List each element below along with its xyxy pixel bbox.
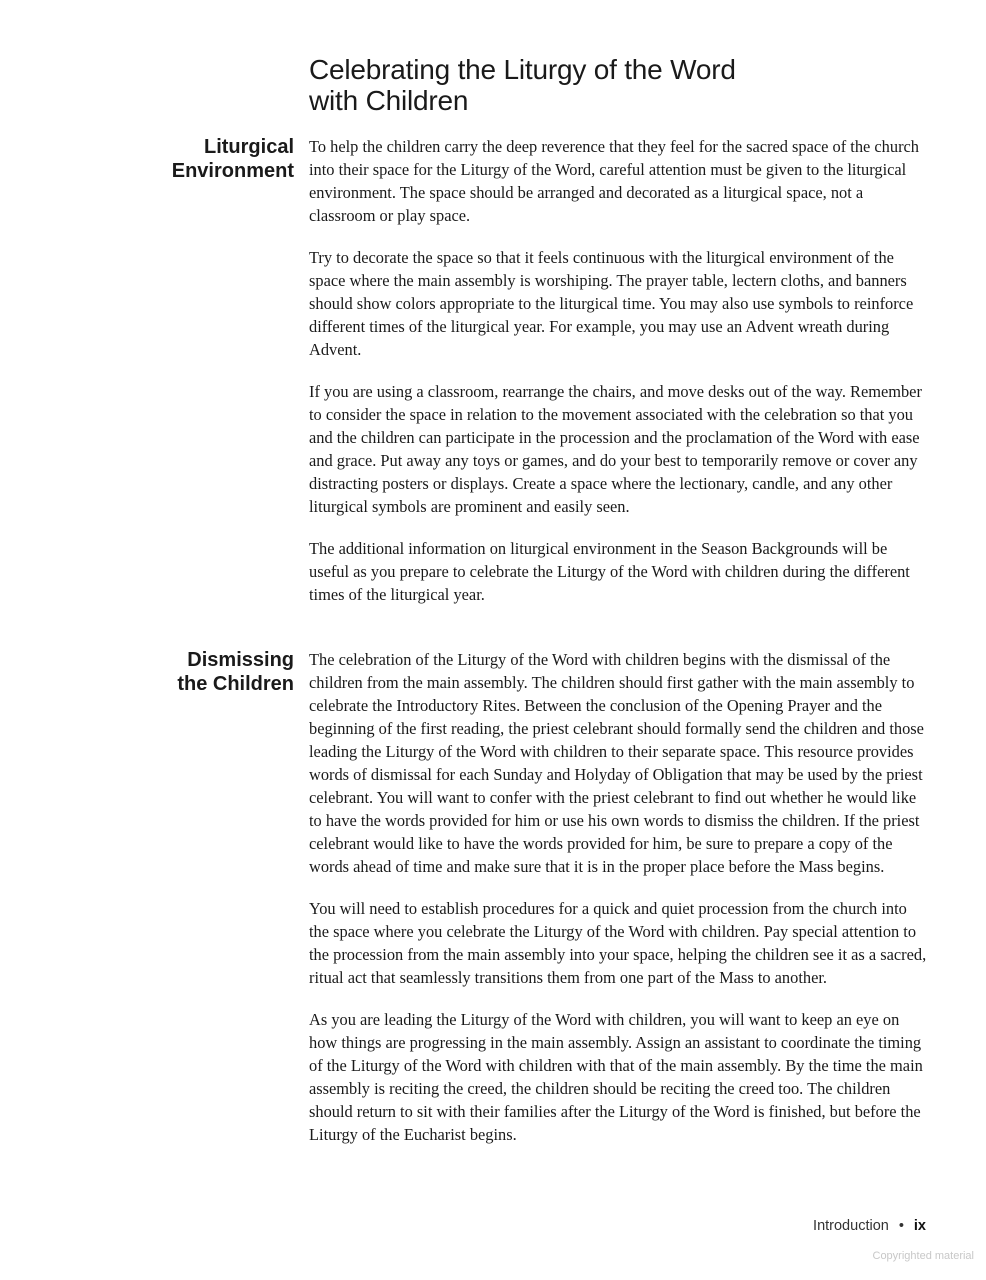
footer-section-label: Introduction [813, 1218, 889, 1234]
footer-bullet: • [898, 1218, 904, 1234]
section-body-liturgical-environment [309, 135, 927, 625]
section-heading-line-2: the Children [177, 673, 294, 695]
section-heading-line-1: Dismissing [187, 649, 294, 671]
page-title-line-2: with Children [309, 85, 469, 116]
body-paragraph: The celebration of the Liturgy of the Word with children begins with the dismissal of the children from the main assembly. The children should first gather with the main assembly to celebrate the Introductory Rites. Between the conclusion of the Opening Prayer and the beginning of the first reading, the priest celebrant should formally send the children and those leading the Liturgy of the Word with children to their separate space. This resource provides words of dismissal for each Sunday and Holyday of Obligation that may be used by the priest celebrant. You will want to confer with the priest celebrant to find out whether he would like to have the words provided for him or use his own words to dismiss the children. If the priest celebrant would like to have the words provided for him, be sure to prepare a copy of the words ahead of time and make sure that it is in the proper place before the Mass begins. [309, 650, 924, 876]
section-body-dismissing-the-children [309, 648, 927, 1165]
section-heading-liturgical-environment [94, 135, 294, 183]
body-paragraph: If you are using a classroom, rearrange the chairs, and move desks out of the way. Remember to consider the space in relation to the movement associated with the celebration so that you and the children can participate in the procession and the proclamation of the Word with ease and grace. Put away any toys or games, and do your best to temporarily remove or cover any distracting posters or displays. Create a space where the lectionary, candle, and any other liturgical symbols are prominent and easily seen. [309, 382, 922, 516]
page-footer [813, 1218, 926, 1234]
page-title-line-1: Celebrating the Liturgy of the Word [309, 54, 736, 85]
section-heading-line-2: Environment [171, 160, 294, 182]
page-number: ix [913, 1218, 926, 1234]
copyright-watermark: Copyrighted material [872, 1250, 974, 1262]
body-paragraph: As you are leading the Liturgy of the Word with children, you will want to keep an eye on how things are progressing in the main assembly. Assign an assistant to coordinate the timing of the Liturgy of the Word with children with that of the main assembly. By the time the main assembly is reciting the creed, the children should be reciting the creed too. The children should return to sit with their families after the Liturgy of the Word is finished, but before the Liturgy of the Eucharist begins. [309, 1010, 923, 1144]
body-paragraph: To help the children carry the deep reverence that they feel for the sacred space of the church into their space for the Liturgy of the Word, careful attention must be given to the liturgical environment. The space should be arranged and decorated as a liturgical space, not a classroom or play space. [309, 137, 919, 225]
body-paragraph: You will need to establish procedures for a quick and quiet procession from the church into the space where you celebrate the Liturgy of the Word with children. Pay special attention to the procession from the main assembly into your space, helping the children see it as a sacred, ritual act that seamlessly transitions them from one part of the Mass to another. [309, 899, 927, 987]
page-title [309, 54, 869, 116]
section-heading-line-1: Liturgical [203, 136, 294, 158]
section-heading-dismissing-the-children [94, 648, 294, 696]
body-paragraph: Try to decorate the space so that it feels continuous with the liturgical environment of the space where the main assembly is worshiping. The prayer table, lectern cloths, and banners should show colors appropriate to the liturgical time. You may also use symbols to reinforce different times of the liturgical year. For example, you may use an Advent wreath during Advent. [309, 248, 914, 359]
body-paragraph: The additional information on liturgical environment in the Season Backgrounds will be useful as you prepare to celebrate the Liturgy of the Word with children during the different times of the liturgical year. [309, 539, 910, 604]
